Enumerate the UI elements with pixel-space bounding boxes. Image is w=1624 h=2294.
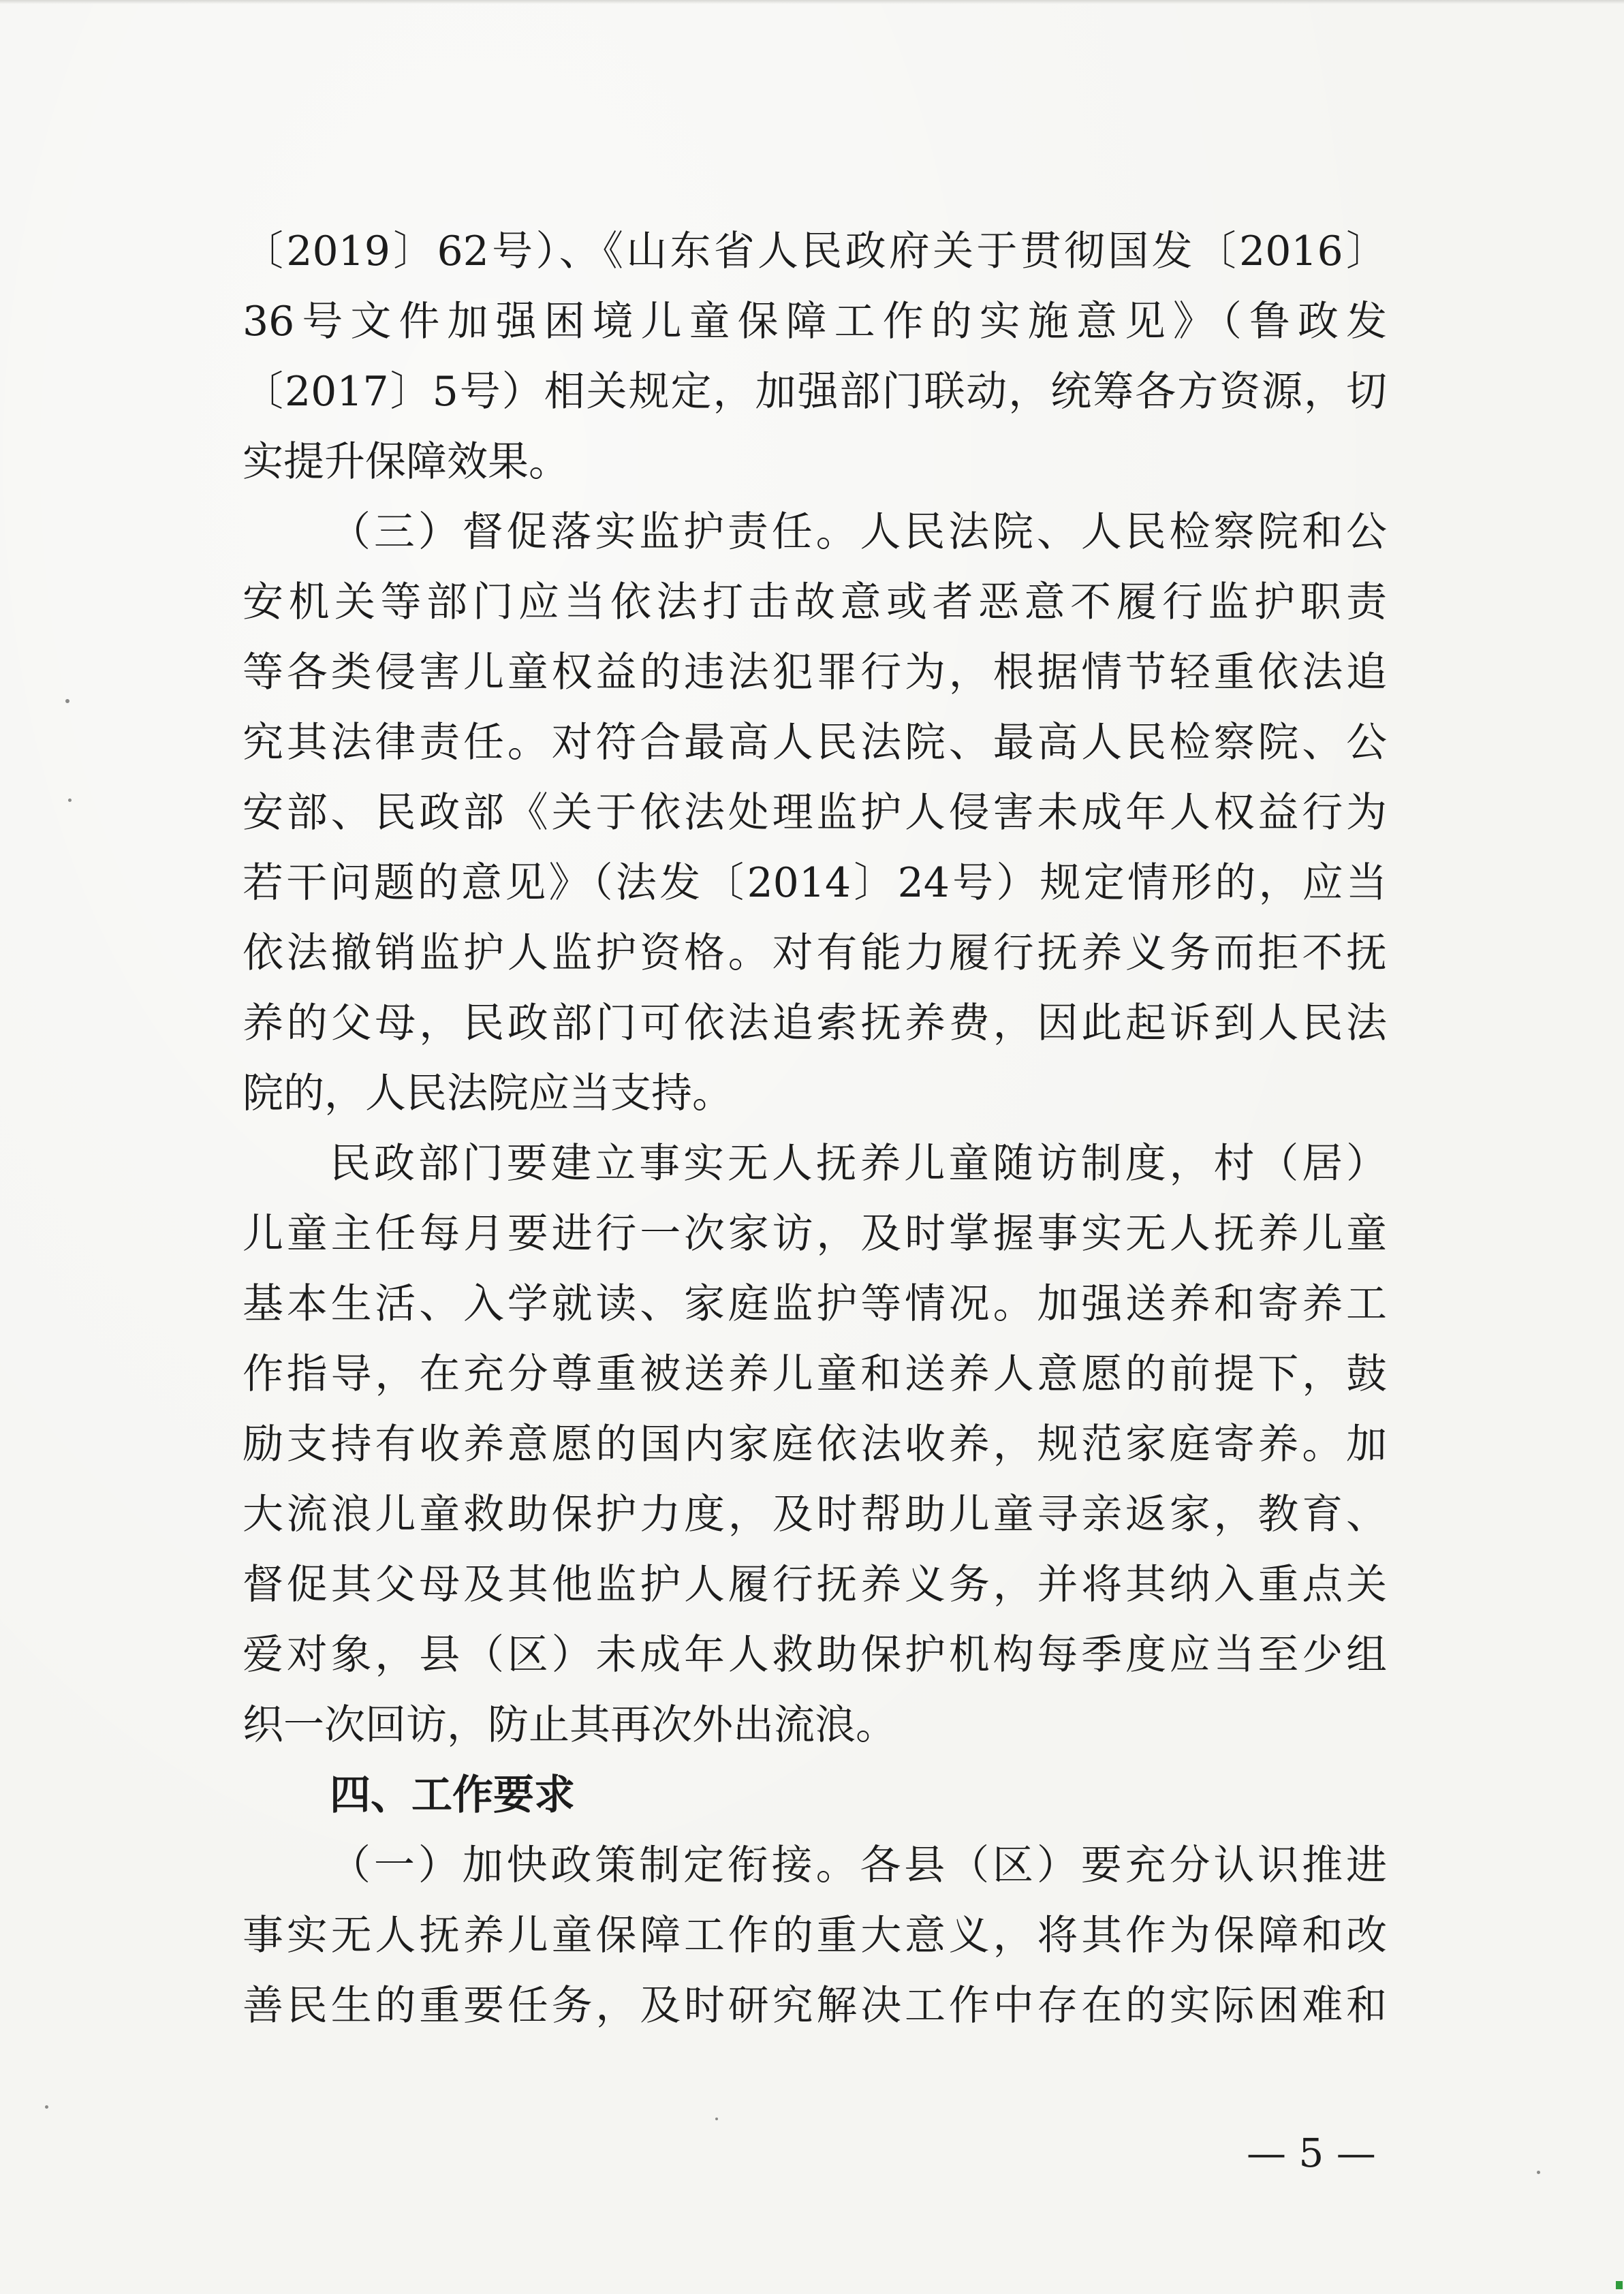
text-line: 安机关等部门应当依法打击故意或者恶意不履行监护职责	[243, 578, 1387, 626]
text-line: （三）督促落实监护责任。人民法院、人民检察院和公	[330, 508, 1387, 556]
text-line: 依法撤销监护人监护资格。对有能力履行抚养义务而拒不抚	[243, 929, 1387, 977]
text-line: 〔2019〕62号）、《山东省人民政府关于贯彻国发〔2016〕	[243, 228, 1387, 275]
text-line: 儿童主任每月要进行一次家访，及时掌握事实无人抚养儿童	[243, 1210, 1387, 1258]
scan-speck	[65, 699, 69, 703]
text-line: 若干问题的意见》（法发〔2014〕24号）规定情形的，应当	[243, 859, 1387, 907]
scan-speck	[715, 2118, 718, 2120]
text-line: 养的父母，民政部门可依法追索抚养费，因此起诉到人民法	[243, 999, 1387, 1047]
page-top-edge	[0, 0, 1624, 4]
text-line: 36号文件加强困境儿童保障工作的实施意见》（鲁政发	[243, 298, 1387, 345]
scan-speck	[45, 2105, 48, 2109]
text-line: 究其法律责任。对符合最高人民法院、最高人民检察院、公	[243, 719, 1387, 766]
page-number: — 5 —	[1247, 2130, 1376, 2176]
scan-speck	[68, 799, 72, 802]
text-line: 爱对象，县（区）未成年人救助保护机构每季度应当至少组	[243, 1631, 1387, 1679]
text-line: （一）加快政策制定衔接。各县（区）要充分认识推进	[330, 1842, 1387, 1889]
text-line: 基本生活、入学就读、家庭监护等情况。加强送养和寄养工	[243, 1280, 1387, 1328]
text-line: 善民生的重要任务，及时研究解决工作中存在的实际困难和	[243, 1982, 1387, 2030]
section-heading: 四、工作要求	[330, 1771, 575, 1819]
text-line: 实提升保障效果。	[243, 438, 569, 486]
text-line: 织一次回访，防止其再次外出流浪。	[243, 1701, 896, 1749]
scan-corner-mark	[1616, 2281, 1623, 2289]
text-line: 等各类侵害儿童权益的违法犯罪行为，根据情节轻重依法追	[243, 649, 1387, 696]
text-line: 事实无人抚养儿童保障工作的重大意义，将其作为保障和改	[243, 1912, 1387, 1959]
body-text	[243, 217, 1387, 2041]
text-line: 安部、民政部《关于依法处理监护人侵害未成年人权益行为	[243, 789, 1387, 837]
text-line: 院的，人民法院应当支持。	[243, 1070, 733, 1117]
text-line: 督促其父母及其他监护人履行抚养义务，并将其纳入重点关	[243, 1561, 1387, 1609]
text-line: 民政部门要建立事实无人抚养儿童随访制度，村（居）	[330, 1140, 1387, 1188]
text-line: 作指导，在充分尊重被送养儿童和送养人意愿的前提下，鼓	[243, 1350, 1387, 1398]
text-line: 励支持有收养意愿的国内家庭依法收养，规范家庭寄养。加	[243, 1421, 1387, 1468]
scan-speck	[1537, 2171, 1540, 2174]
text-line: 〔2017〕5号）相关规定，加强部门联动，统筹各方资源，切	[243, 368, 1387, 416]
text-line: 大流浪儿童救助保护力度，及时帮助儿童寻亲返家，教育、	[243, 1491, 1387, 1538]
